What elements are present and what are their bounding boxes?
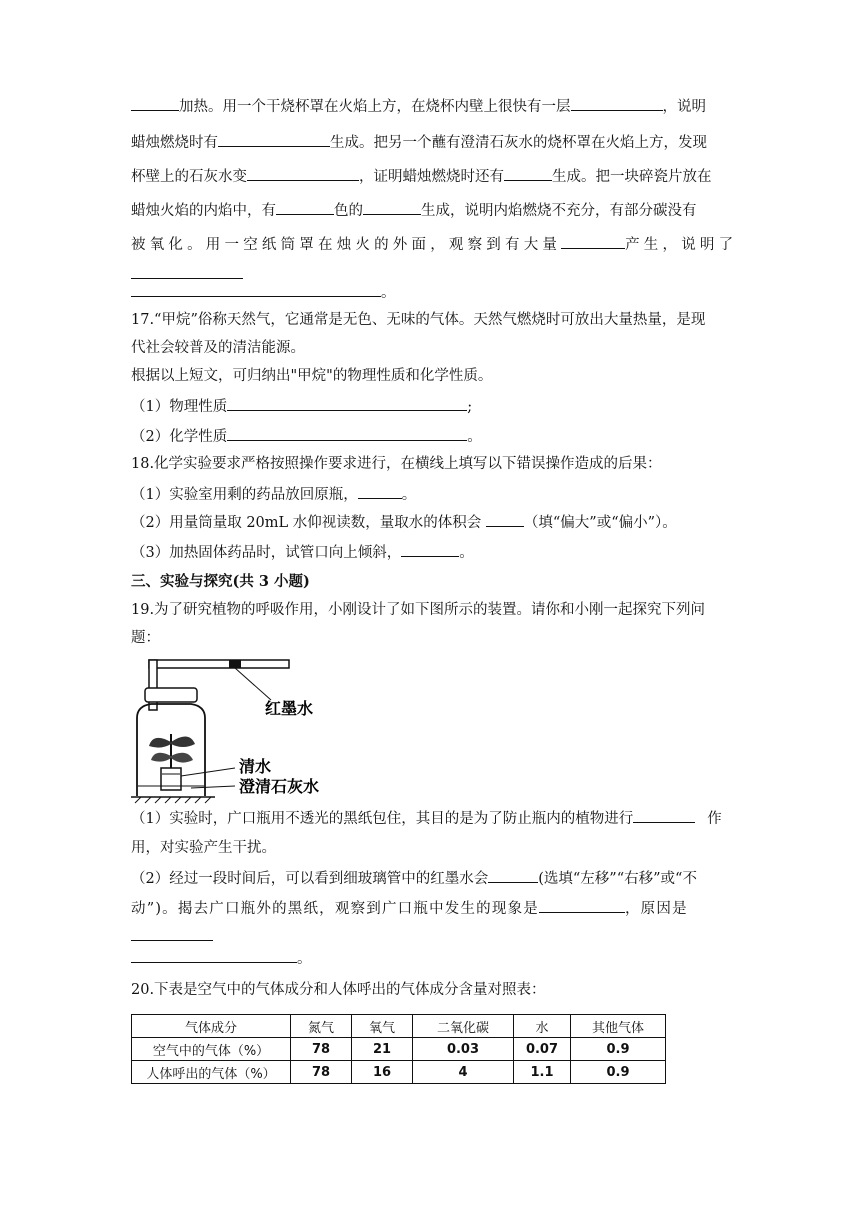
- table-header: 氧气: [352, 1015, 413, 1038]
- blank: [539, 898, 625, 913]
- glass-tube: [149, 660, 289, 668]
- blank: [227, 396, 467, 411]
- q18-part-1: [131, 484, 416, 505]
- table-cell: 21: [352, 1038, 413, 1061]
- leaf: [171, 753, 193, 763]
- q18-text: （3）加热固体药品时，试管口向上倾斜，: [131, 545, 402, 561]
- leaf: [171, 736, 195, 747]
- table-header: 氮气: [291, 1015, 352, 1038]
- q19-part-2b: [131, 898, 688, 919]
- water-cup: [161, 768, 181, 790]
- q18-part-2: [131, 512, 677, 533]
- q16-text: 产生，说明了: [625, 237, 738, 253]
- table-cell: 4: [413, 1061, 514, 1084]
- blank: [131, 282, 381, 297]
- blank: [131, 96, 179, 111]
- gas-composition-table: [131, 1014, 666, 1084]
- table-cell: 78: [291, 1038, 352, 1061]
- q16-text: 生成，说明内焰燃烧不充分，有部分碳没有: [421, 203, 697, 219]
- respiration-apparatus-figure: [131, 656, 341, 804]
- q20-stem: 20.下表是空气中的气体成分和人体呼出的气体成分含量对照表：: [131, 982, 546, 998]
- label-red-ink: 红墨水: [265, 699, 314, 718]
- q19-text: 用，对实验产生干扰。: [131, 840, 276, 856]
- q19-text: 。: [297, 951, 312, 967]
- blank: [633, 808, 695, 823]
- q16-text: 色的: [334, 203, 363, 219]
- q16-line-3: [131, 166, 712, 187]
- table-header: 二氧化碳: [413, 1015, 514, 1038]
- leaf: [149, 738, 171, 748]
- label-water: 清水: [239, 757, 272, 776]
- q17-part-1: [131, 396, 472, 417]
- section-heading: 三、实验与探究(共 3 小题): [131, 573, 310, 590]
- q16-line-7: [131, 282, 396, 303]
- q18-text: 。: [401, 487, 417, 503]
- q19-text: ，原因是: [624, 901, 688, 917]
- blank: [358, 484, 402, 499]
- q16-text: ，说明: [662, 99, 706, 115]
- q19-part-2: [131, 868, 697, 889]
- q19-stem: 19.为了研究植物的呼吸作用，小刚设计了如下图所示的装置。请你和小刚一起探究下列问: [131, 602, 706, 618]
- stopper: [145, 688, 197, 702]
- q19-stem: 题：: [131, 630, 160, 646]
- table-row: [132, 1038, 666, 1061]
- q16-text: 杯壁上的石灰水变: [131, 169, 247, 185]
- q16-text: 生成。把一块碎瓷片放在: [552, 169, 712, 185]
- q17-stem: 根据以上短文，可归纳出"甲烷"的物理性质和化学性质。: [131, 368, 493, 384]
- q17-stem: 17.“甲烷”俗称天然气，它通常是无色、无味的气体。天然气燃烧时可放出大量热量，是现: [131, 312, 706, 328]
- blank: [131, 948, 297, 963]
- q16-line-5: [131, 234, 737, 255]
- table-cell: 空气中的气体（%）: [132, 1038, 291, 1061]
- table-cell: 0.9: [571, 1038, 666, 1061]
- red-ink-drop: [229, 660, 241, 668]
- table-header-row: [132, 1015, 666, 1038]
- q19-text: （2）经过一段时间后，可以看到细玻璃管中的红墨水会: [131, 871, 489, 887]
- blank: [363, 200, 421, 215]
- q16-text: 被氧化。用一空纸筒罩在烛火的外面，观察到有大量: [131, 237, 562, 253]
- q18-text: （1）实验室用剩的药品放回原瓶，: [131, 487, 358, 503]
- table-cell: 0.07: [514, 1038, 571, 1061]
- q16-text: 蜡烛火焰的内焰中，有: [131, 203, 276, 219]
- q16-text: 生成。把另一个蘸有澄清石灰水的烧杯罩在火焰上方，发现: [330, 135, 707, 151]
- label-limewater: 澄清石灰水: [239, 777, 320, 796]
- table-header: 其他气体: [571, 1015, 666, 1038]
- ground-hatch: [135, 797, 211, 803]
- q17-text: （1）物理性质: [131, 399, 228, 415]
- q16-text: 加热。用一个干烧杯罩在火焰上方，在烧杯内壁上很快有一层: [179, 99, 571, 115]
- table-cell: 人体呼出的气体（%）: [132, 1061, 291, 1084]
- blank: [561, 234, 625, 249]
- table-cell: 78: [291, 1061, 352, 1084]
- q19-text: 动”)。揭去广口瓶外的黑纸，观察到广口瓶中发生的现象是: [131, 901, 539, 917]
- blank: [218, 132, 330, 147]
- table-cell: 0.03: [413, 1038, 514, 1061]
- q16-text: ，证明蜡烛燃烧时还有: [359, 169, 504, 185]
- table-cell: 1.1: [514, 1061, 571, 1084]
- blank: [488, 868, 538, 883]
- blank: [247, 166, 359, 181]
- q16-line-2: [131, 132, 707, 153]
- q18-stem: 18.化学实验要求严格按照操作要求进行，在横线上填写以下错误操作造成的后果：: [131, 456, 662, 472]
- table-header: 气体成分: [132, 1015, 291, 1038]
- table-cell: 0.9: [571, 1061, 666, 1084]
- q16-line-1: [131, 96, 706, 117]
- q17-text: 。: [467, 429, 482, 445]
- blank: [571, 96, 663, 111]
- q17-text: （2）化学性质: [131, 429, 228, 445]
- blank: [276, 200, 334, 215]
- q16-text: 蜡烛燃烧时有: [131, 135, 218, 151]
- q19-part-1: [131, 808, 722, 829]
- table-header: 水: [514, 1015, 571, 1038]
- blank: [131, 926, 213, 941]
- blank: [504, 166, 552, 181]
- q19-text: 作: [707, 811, 722, 827]
- blank: [227, 426, 467, 441]
- q18-text: 。: [459, 545, 474, 561]
- table-cell: 16: [352, 1061, 413, 1084]
- q18-part-3: [131, 542, 474, 563]
- q19-blank-line-2: [131, 948, 312, 969]
- q19-text: (选填“左移”“右移”或“不: [538, 871, 697, 887]
- blank: [131, 264, 243, 279]
- q17-text: ;: [467, 399, 473, 415]
- q18-text: （2）用量筒量取 20mL 水仰视读数，量取水的体积会: [131, 515, 486, 531]
- leader-line: [181, 768, 235, 776]
- leaf: [151, 753, 171, 762]
- blank: [401, 542, 459, 557]
- q18-text: （填“偏大”或“偏小”）。: [523, 515, 677, 531]
- q17-stem: 代社会较普及的清洁能源。: [131, 340, 305, 356]
- leader-line: [235, 668, 271, 700]
- q16-text: 。: [381, 285, 396, 301]
- q19-blank-line: [131, 926, 213, 947]
- q19-text: （1）实验时，广口瓶用不透光的黑纸包住，其目的是为了防止瓶内的植物进行: [131, 811, 634, 827]
- blank: [486, 512, 524, 527]
- table-row: [132, 1061, 666, 1084]
- q16-line-4: [131, 200, 697, 221]
- q17-part-2: [131, 426, 482, 447]
